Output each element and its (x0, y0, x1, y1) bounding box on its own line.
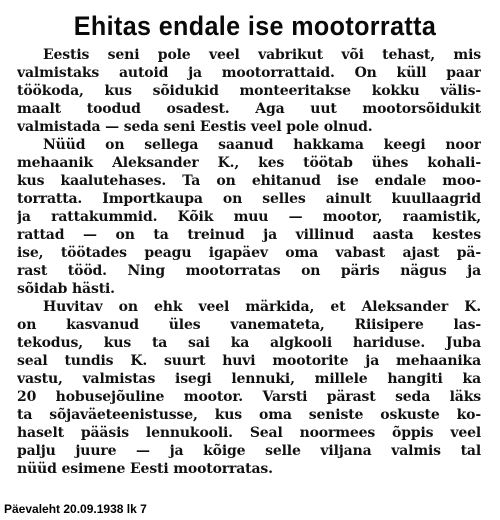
article-line: torratta. Importkaupa on selles ainult kuullaagrid (17, 191, 481, 207)
article-headline: Ehitas endale ise mootorratta (73, 11, 437, 41)
article-line: sõidab hästi. (17, 281, 115, 297)
article-line: seal tundis K. suurt huvi mootorite ja mehaanika (17, 353, 481, 369)
article-line: nüüd esimene Eesti mootorratas. (17, 461, 273, 477)
article-line: mehaanik Aleksander K., kes töötab ühes kohali- (17, 155, 481, 171)
article-line: valmistada — seda seni Eestis veel pole olnud. (17, 119, 373, 135)
article-line: Huvitav on ehk veel märkida, et Aleksander K. (43, 299, 481, 315)
article-line: rattad — on ta treinud ja villinud aasta kestes (17, 227, 481, 243)
article-line: haselt pääsis lennukooli. Seal noormees õppis veel (17, 425, 481, 441)
article-line: kus kaalutehases. Ta on ehitanud ise endale moo- (17, 173, 481, 189)
article-line: töökoda, kus sõidukid monteeritakse kokku välis- (17, 83, 481, 99)
article-line: Nüüd on sellega saanud hakkama keegi noor (43, 137, 481, 153)
source-caption: Päevaleht 20.09.1938 lk 7 (4, 502, 147, 516)
article-line: ja rattakummid. Kõik muu — mootor, raamistik, (17, 209, 481, 225)
article-line: 20 hobusejõuline mootor. Varsti pärast seda läks (17, 389, 481, 405)
article-line: rast tööd. Ning mootorratas on päris nägus ja (17, 263, 481, 279)
article-line: vastu, valmistas isegi lennuki, millele hangiti ka (17, 371, 481, 387)
article-line: Eestis seni pole veel vabrikut või tehast, mis (43, 47, 481, 63)
article-line: ise, töötades peagu igapäev oma vabast ajast pä- (17, 245, 481, 261)
article-line: on kasvanud üles vanemateta, Riisipere las- (17, 317, 481, 333)
article-line: maalt toodud osadest. Aga uut mootorsõidukit (17, 101, 481, 117)
article-line: valmistaks autoid ja mootorrattaid. On küll paar (17, 65, 481, 81)
article-line: ta sõjaväeteenistusse, kus oma seniste oskuste ko- (17, 407, 481, 423)
article-body (17, 46, 481, 478)
article-line: palju juure — ja kõige selle viljana valmis tal (17, 443, 481, 459)
article-line: tekodus, kus ta sai ka algkooli hariduse. Juba (17, 335, 481, 351)
